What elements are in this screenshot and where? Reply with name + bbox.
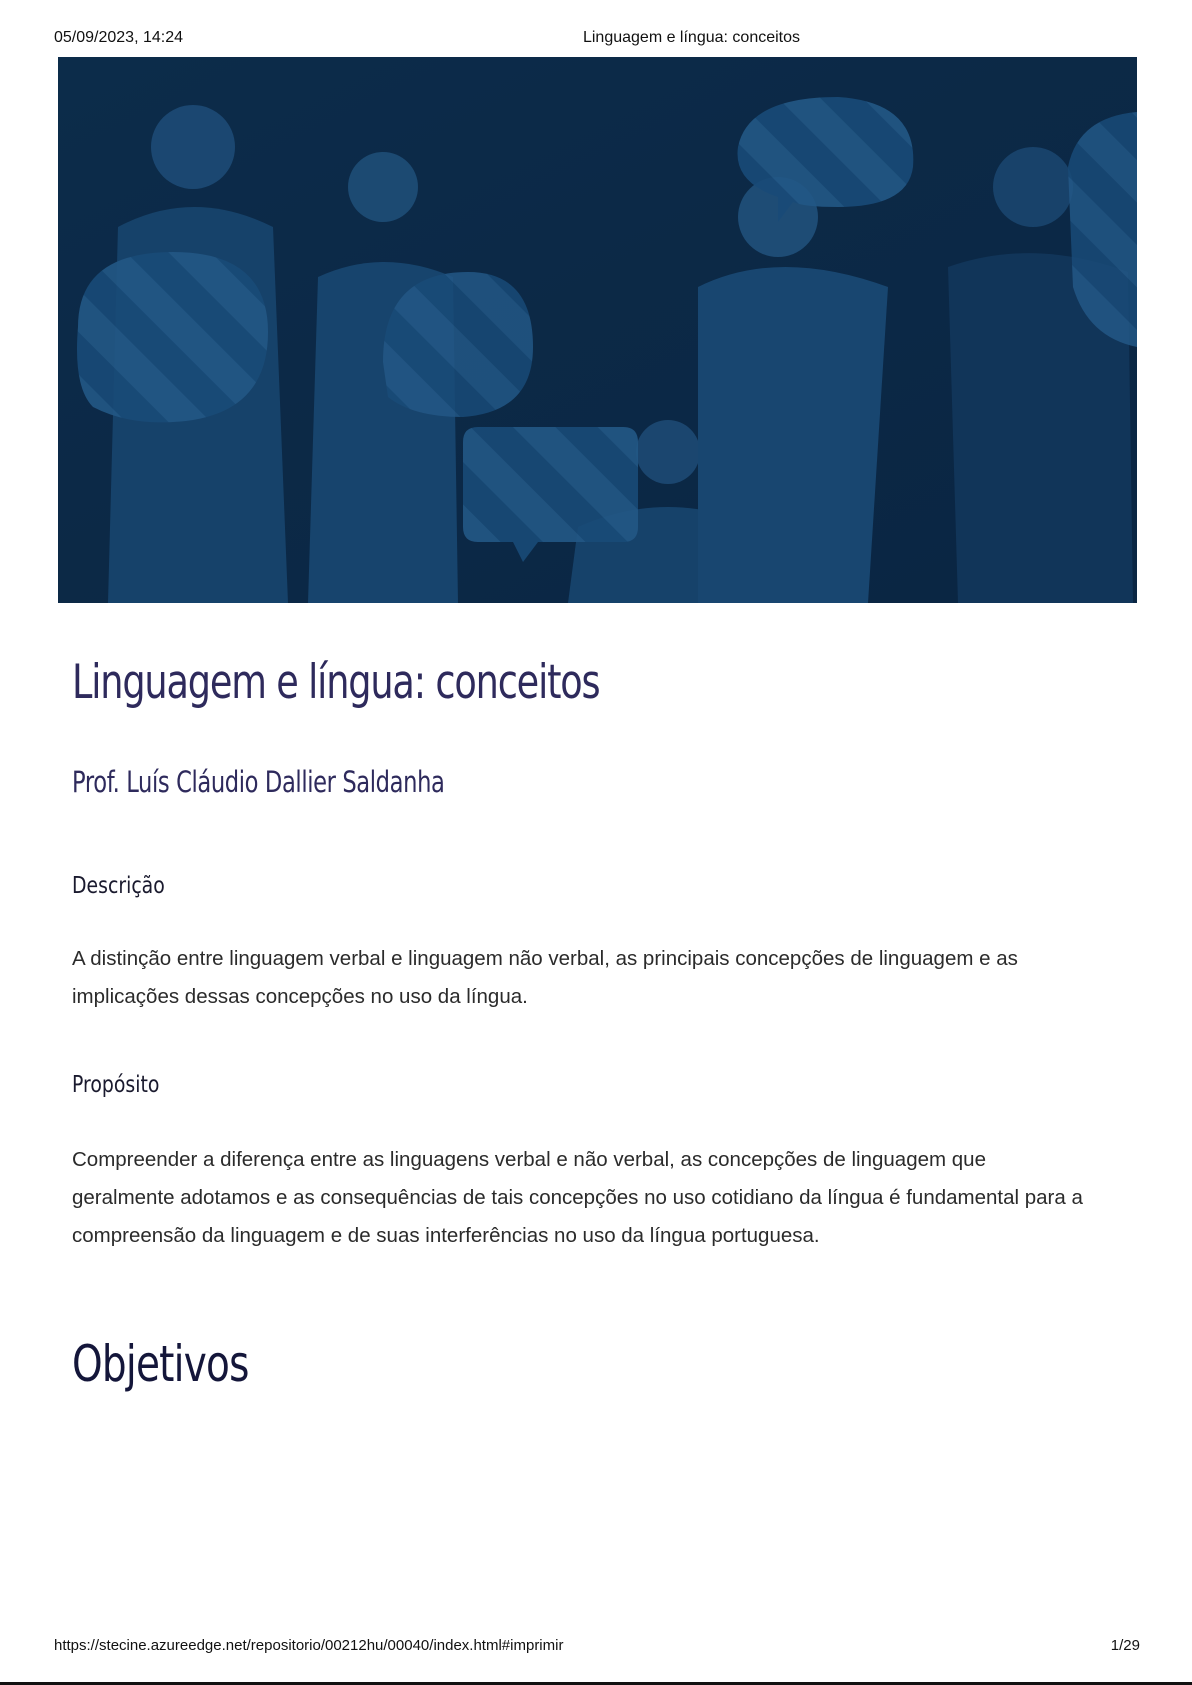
hero-image <box>58 57 1137 603</box>
print-page-number: 1/29 <box>1110 1637 1140 1654</box>
proposito-label: Propósito <box>72 1072 160 1098</box>
descricao-text: A distinção entre linguagem verbal e linguagem não verbal, as principais concepções de linguagem e as implicações dessas concepções no uso da língua. <box>72 947 1018 1008</box>
page-title: Linguagem e língua: conceitos <box>72 655 600 710</box>
print-datetime: 05/09/2023, 14:24 <box>54 29 184 46</box>
descricao-label: Descrição <box>72 873 165 899</box>
author-name: Prof. Luís Cláudio Dallier Saldanha <box>72 765 445 799</box>
people-with-speech-bubbles-image <box>58 57 1137 603</box>
print-footer-url: https://stecine.azureedge.net/repositorio/00212hu/00040/index.html#imprimir <box>54 1637 564 1654</box>
proposito-text: Compreender a diferença entre as linguagens verbal e não verbal, as concepções de linguagem que geralmente adotamos e as consequências de tais concepções no uso cotidiano da língua é fundamental para a compreensão da linguagem e de suas interferências no uso da língua portuguesa. <box>72 1148 1083 1247</box>
objetivos-heading: Objetivos <box>72 1335 249 1393</box>
print-doc-title: Linguagem e língua: conceitos <box>582 29 801 46</box>
